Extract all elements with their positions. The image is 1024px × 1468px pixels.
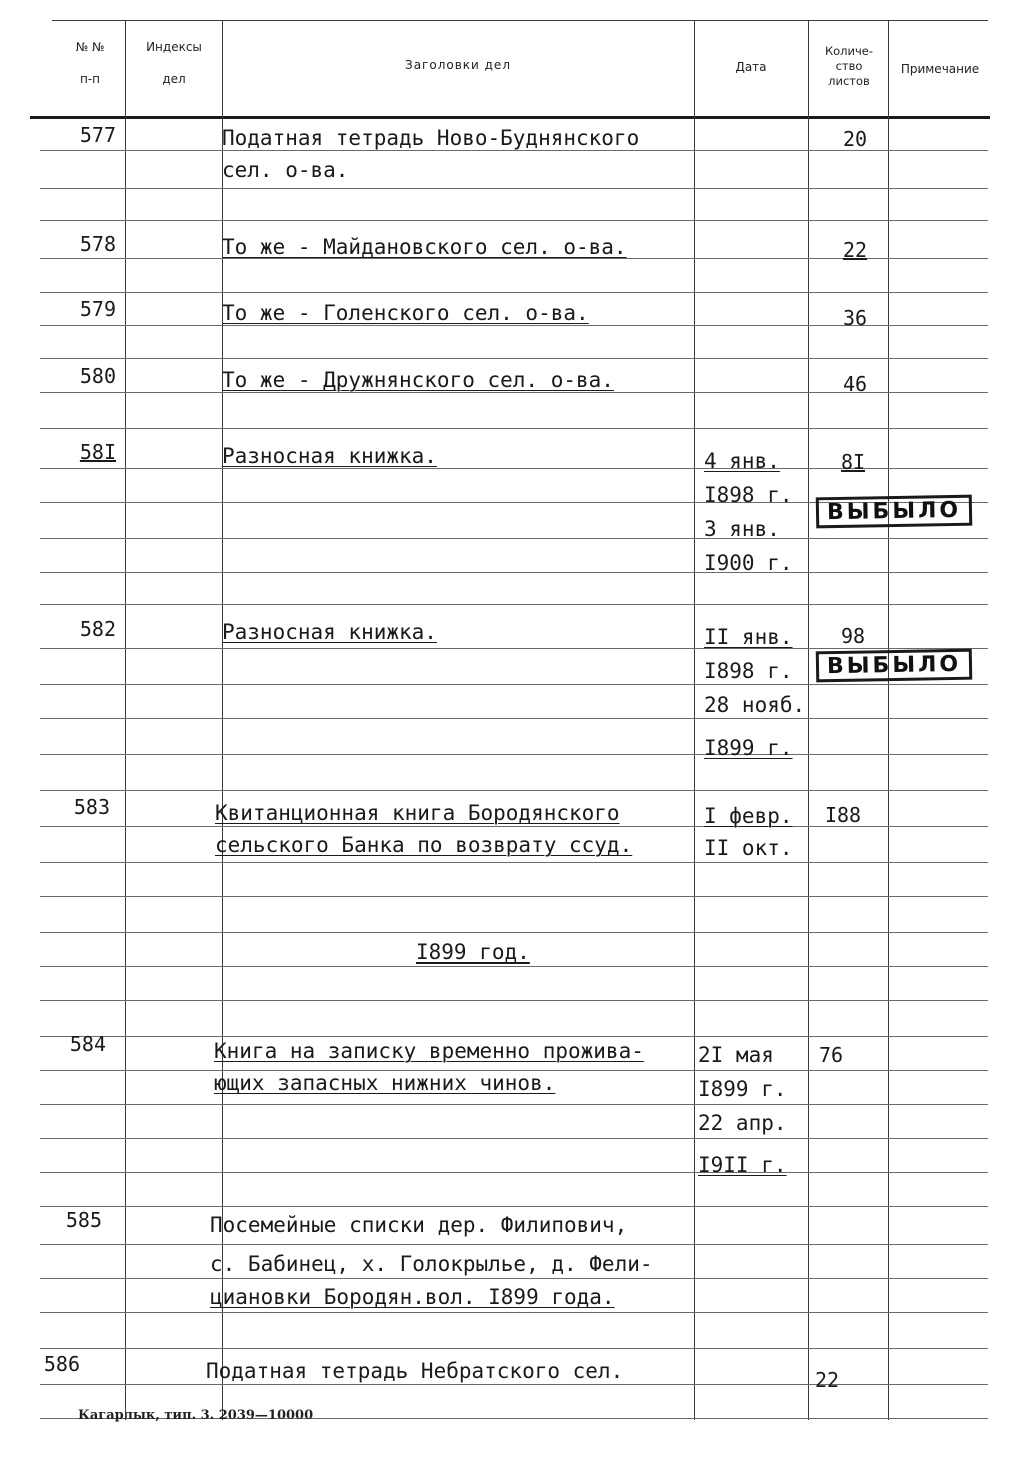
header-note: Примечание [900, 62, 980, 76]
row-date: II янв. [704, 625, 793, 649]
row-date: 3 янв. [704, 517, 780, 541]
ruled-line [40, 718, 988, 719]
row-sheet-count: 20 [842, 127, 868, 151]
withdrawn-stamp: ВЫБЫЛО [816, 495, 973, 529]
row-number: 577 [79, 123, 116, 147]
row-date: I февр. [704, 804, 793, 828]
row-title-line: ющих запасных нижних чинов. [214, 1071, 556, 1095]
row-title-line: с. Бабинец, х. Голокрылье, д. Фели- [210, 1252, 653, 1276]
row-number: 586 [43, 1352, 80, 1376]
header-index-bottom: дел [162, 72, 186, 86]
header-title: Заголовки дел [405, 58, 511, 72]
row-sheet-count: 22 [814, 1368, 840, 1392]
row-number: 578 [79, 232, 116, 256]
row-title-line: Квитанционная книга Бородянского [215, 801, 620, 825]
ruled-line [40, 358, 988, 359]
row-title-line: сельского Банка по возврату ссуд. [215, 833, 633, 857]
withdrawn-stamp: ВЫБЫЛО [816, 649, 973, 683]
row-date: II окт. [704, 836, 793, 860]
year-heading: I899 год. [416, 940, 530, 964]
row-date: 28 нояб. [704, 693, 806, 717]
row-date: I900 г. [704, 551, 793, 575]
ruled-line [40, 932, 988, 933]
ruled-line [40, 428, 988, 429]
ruled-line [40, 648, 988, 649]
row-title-line: Податная тетрадь Ново-Буднянского [222, 126, 640, 150]
row-date: I898 г. [704, 659, 793, 683]
row-number: 585 [65, 1208, 102, 1232]
row-date: I899 г. [704, 736, 793, 760]
ruled-line [40, 754, 988, 755]
column-divider-3 [694, 20, 695, 1420]
ruled-line [40, 1206, 988, 1207]
row-title-line: сел. о-ва. [222, 158, 349, 182]
header-index-top: Индексы [146, 40, 202, 54]
row-number: 579 [79, 297, 116, 321]
row-title-line: То же - Майдановского сел. о-ва. [222, 235, 627, 259]
row-number: 580 [79, 364, 116, 388]
row-title-line: То же - Голенского сел. о-ва. [222, 301, 589, 325]
ruled-line [40, 220, 988, 221]
header-bottom-border [30, 116, 990, 119]
ruled-line [40, 1348, 988, 1349]
row-sheet-count: 98 [840, 624, 866, 648]
row-title-line: Посемейные списки дер. Филипович, [210, 1213, 628, 1237]
ruled-line [40, 604, 988, 605]
ruled-line [40, 1138, 988, 1139]
ruled-line [40, 572, 988, 573]
printer-imprint: Кагарлык, тип. 3. 2039—10000 [78, 1408, 314, 1423]
header-num-bottom: п-п [79, 72, 101, 86]
row-sheet-count: 36 [842, 306, 868, 330]
row-title-line: циановки Бородян.вол. I899 года. [210, 1285, 615, 1309]
row-date: 2I мая [698, 1043, 774, 1067]
ruled-line [40, 1000, 988, 1001]
row-sheet-count: I88 [824, 803, 862, 827]
ruled-line [40, 790, 988, 791]
header-date: Дата [735, 60, 767, 74]
row-date: I899 г. [698, 1077, 787, 1101]
ruled-line [40, 292, 988, 293]
row-date: I9II г. [698, 1153, 787, 1177]
row-sheet-count: 22 [842, 238, 868, 262]
column-divider-4 [808, 20, 809, 1420]
ruled-line [40, 862, 988, 863]
ruled-line [40, 1312, 988, 1313]
row-number: 58I [79, 440, 116, 464]
ruled-line [40, 1104, 988, 1105]
ruled-line [40, 188, 988, 189]
ruled-line [40, 896, 988, 897]
row-number: 582 [79, 617, 116, 641]
row-number: 583 [73, 795, 110, 819]
table-top-border [52, 20, 988, 21]
row-title-line: Разносная книжка. [222, 620, 437, 644]
row-date: I898 г. [704, 483, 793, 507]
header-num-top: № № [75, 40, 105, 54]
ruled-line [40, 538, 988, 539]
row-date: 4 янв. [704, 449, 780, 473]
column-divider-5 [888, 20, 889, 1420]
ruled-line [40, 1244, 988, 1245]
ruled-line [40, 966, 988, 967]
row-sheet-count: 76 [818, 1043, 844, 1067]
ruled-line [40, 684, 988, 685]
ruled-line [40, 1172, 988, 1173]
row-title-line: То же - Дружнянского сел. о-ва. [222, 368, 614, 392]
column-divider-1 [125, 20, 126, 1420]
row-title-line: Книга на записку временно прожива- [214, 1039, 644, 1063]
row-sheet-count: 46 [842, 372, 868, 396]
row-number: 584 [69, 1032, 106, 1056]
row-title-line: Разносная книжка. [222, 444, 437, 468]
row-date: 22 апр. [698, 1111, 787, 1135]
header-count: Количе- ство листов [824, 44, 874, 88]
row-sheet-count: 8I [840, 450, 866, 474]
row-title-line: Податная тетрадь Небратского сел. [206, 1359, 624, 1383]
